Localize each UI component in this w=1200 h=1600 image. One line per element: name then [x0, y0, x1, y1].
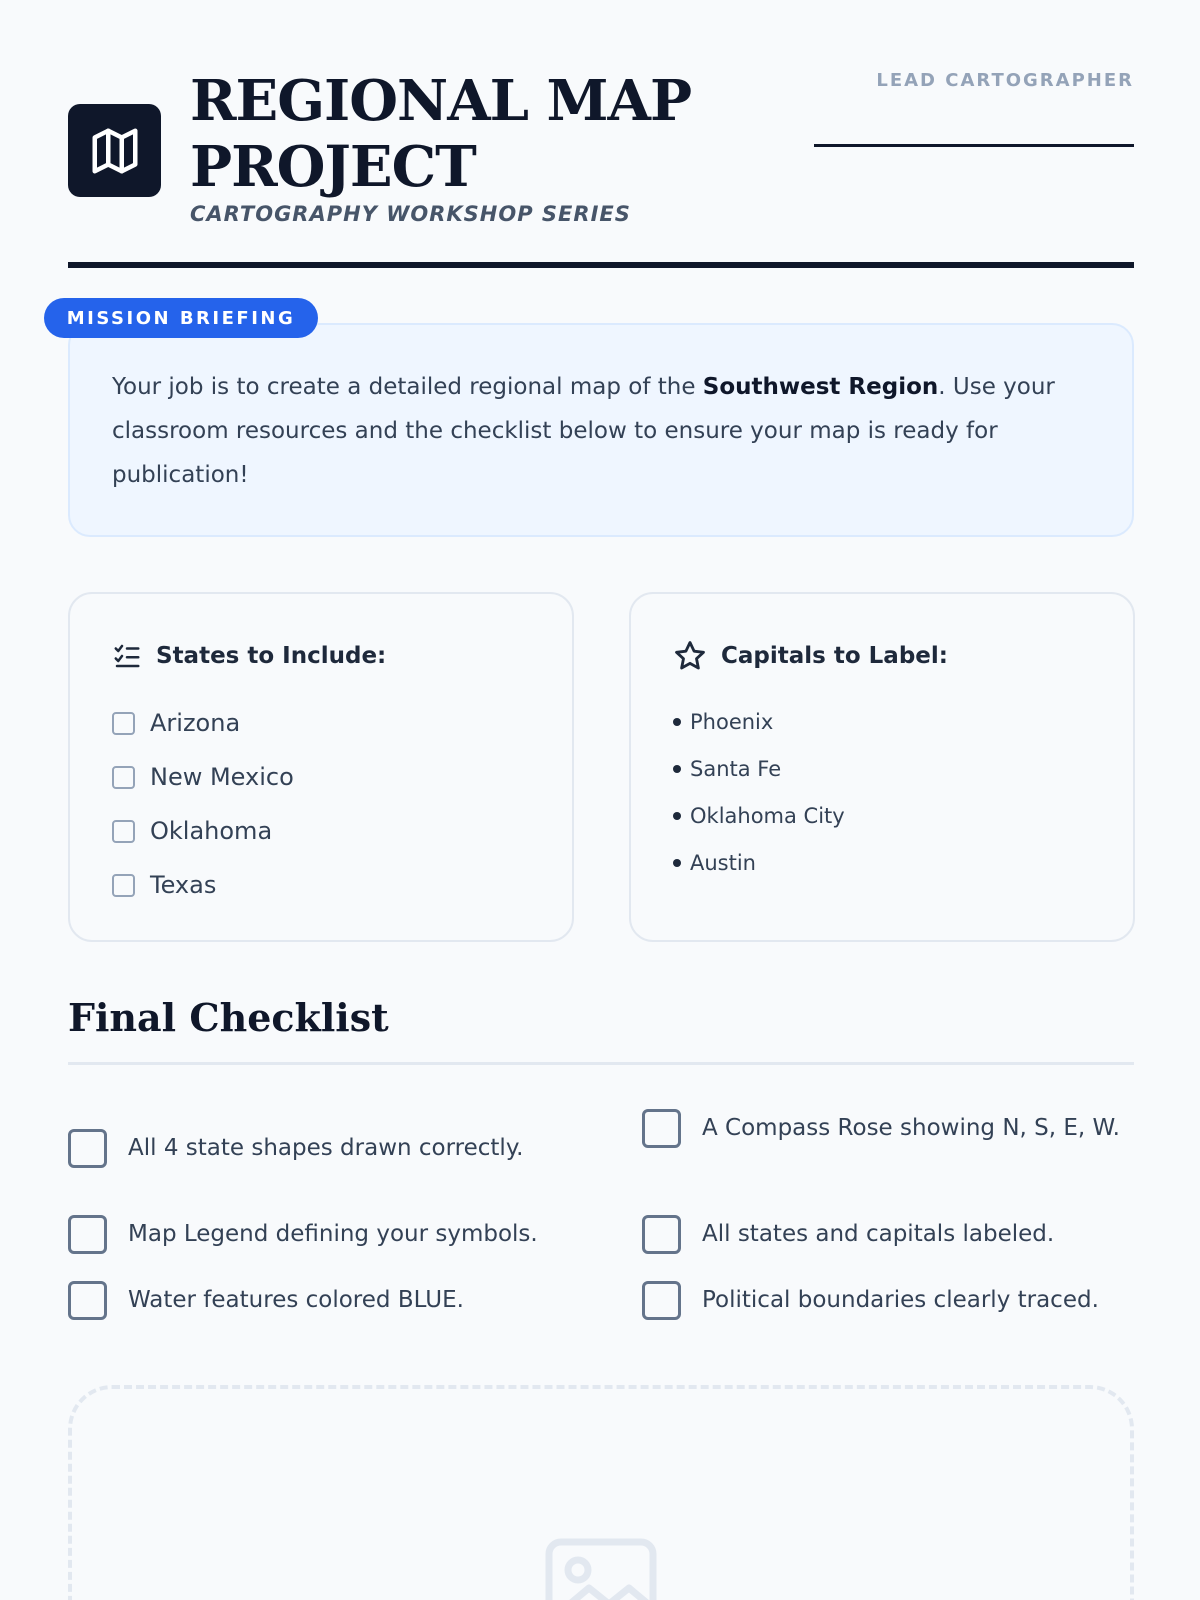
capital-item: Santa Fe [673, 745, 1091, 792]
checklist-item[interactable]: All 4 state shapes drawn correctly. [68, 1128, 588, 1168]
checklist-checkbox[interactable] [642, 1215, 681, 1254]
states-list [112, 696, 530, 912]
header [68, 60, 1134, 270]
mission-text: Your job is to create a detailed regional map of the Southwest Region. Use your classroom resources and the checklist below to ensure your map is ready for publication! [112, 374, 1055, 488]
capitals-heading: Capitals to Label: [721, 643, 948, 669]
state-checkbox[interactable] [112, 874, 135, 897]
mission-briefing-badge: MISSION BRIEFING [44, 298, 318, 338]
capitals-list [673, 698, 1091, 886]
map-icon [88, 124, 142, 178]
state-checkbox[interactable] [112, 820, 135, 843]
page-title: REGIONAL MAP PROJECT [190, 68, 692, 200]
checklist-item[interactable]: A Compass Rose showing N, S, E, W. [642, 1108, 1134, 1148]
capital-item: Phoenix [673, 698, 1091, 745]
page-subtitle: CARTOGRAPHY WORKSHOP SERIES [190, 202, 631, 226]
checklist-item[interactable]: Political boundaries clearly traced. [642, 1280, 1134, 1320]
capital-item: Oklahoma City [673, 792, 1091, 839]
state-item[interactable]: Arizona [112, 696, 530, 750]
state-checkbox[interactable] [112, 712, 135, 735]
checklist-checkbox[interactable] [68, 1129, 107, 1168]
mission-region: Southwest Region [702, 374, 939, 400]
mission-briefing-panel [68, 323, 1134, 537]
lead-cartographer-label: LEAD CARTOGRAPHER [876, 70, 1134, 91]
checklist-checkbox[interactable] [642, 1281, 681, 1320]
state-item[interactable]: Texas [112, 858, 530, 912]
checklist-checkbox[interactable] [68, 1215, 107, 1254]
final-checklist-title: Final Checklist [68, 995, 389, 1040]
state-item[interactable]: Oklahoma [112, 804, 530, 858]
star-icon [673, 639, 707, 673]
final-checklist-divider [68, 1062, 1134, 1065]
state-item[interactable]: New Mexico [112, 750, 530, 804]
capitals-card [629, 592, 1135, 942]
checklist-item[interactable]: Water features colored BLUE. [68, 1280, 588, 1320]
states-heading: States to Include: [156, 643, 387, 669]
states-card [68, 592, 574, 942]
checklist-checkbox[interactable] [68, 1281, 107, 1320]
header-divider [68, 262, 1134, 268]
list-check-icon [112, 641, 142, 671]
image-icon [545, 1538, 657, 1600]
state-checkbox[interactable] [112, 766, 135, 789]
lead-cartographer-line[interactable] [814, 144, 1134, 147]
checklist-item[interactable]: Map Legend defining your symbols. [68, 1214, 588, 1254]
logo [68, 104, 161, 197]
capital-item: Austin [673, 839, 1091, 886]
checklist-checkbox[interactable] [642, 1109, 681, 1148]
checklist-item[interactable]: All states and capitals labeled. [642, 1214, 1134, 1254]
